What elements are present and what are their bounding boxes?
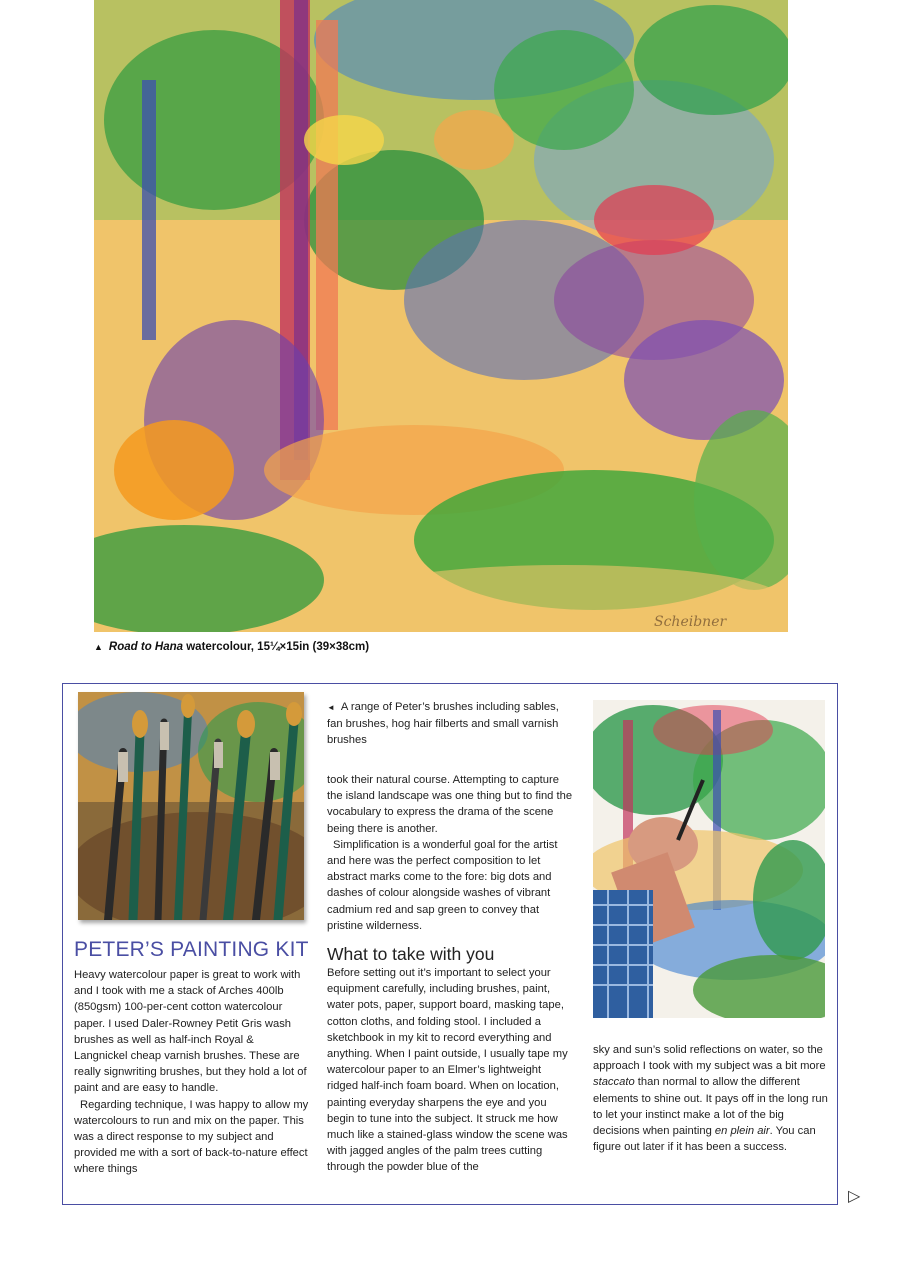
caption-triangle-icon: ▲ bbox=[94, 642, 103, 652]
body-paragraph: Simplification is a wonderful goal for the artist and here was the perfect composition to let abstract marks come to the fore: big dots and dashes of colour alongside washes of vibrant cadmium red and sap green to convey that pristine wilderness. bbox=[327, 838, 558, 932]
brushes-photo bbox=[78, 692, 304, 920]
artist-signature: Scheibner bbox=[654, 614, 727, 630]
watercolour-painting-image bbox=[94, 0, 788, 632]
hero-painting bbox=[94, 0, 788, 632]
kit-heading: PETER’S PAINTING KIT bbox=[74, 938, 309, 961]
what-to-take-heading: What to take with you bbox=[327, 944, 495, 964]
caption-left-triangle-icon: ◄ bbox=[327, 703, 335, 712]
painting-on-location-photo bbox=[593, 700, 825, 1018]
middle-column-bottom bbox=[327, 965, 575, 1176]
body-paragraph: took their natural course. Attempting to capture the island landscape was one thing but to find the vocabulary to express the drama of the scene being there is another. bbox=[327, 774, 573, 835]
kit-paragraph: Regarding technique, I was happy to allow my watercolours to run and mix on the paper. This was a direct response to my subject and provided me with a sort of back-to-nature effect where things bbox=[74, 1098, 309, 1176]
kit-column bbox=[74, 967, 310, 1178]
kit-paragraph: Heavy watercolour paper is great to work with and I took with me a stack of Arches 400lb (850gsm) 100-per-cent cotton watercolour paper. I used Daler-Rowney Petit Gris wash brushes as well as half-inch Royal & Langnickel cheap varnish brushes. These are really signwriting brushes, but they hold a lot of paint and are easy to handle. bbox=[74, 969, 307, 1095]
painting-details: watercolour, 15¼×15in (39×38cm) bbox=[183, 641, 370, 653]
next-page-arrow-icon[interactable]: ▷ bbox=[848, 1188, 861, 1205]
brushes-caption bbox=[327, 699, 563, 749]
brushes-caption-text: A range of Peter’s brushes including sables, fan brushes, hog hair filberts and small varnish brushes bbox=[327, 701, 559, 747]
right-column bbox=[593, 1042, 829, 1155]
painting-caption bbox=[94, 641, 369, 653]
body-paragraph: Before setting out it’s important to select your equipment carefully, including brushes, paint, water pots, paper, support board, masking tape, cotton cloths, and folding stool. I included a sketchbook in my kit to record everything and anything. When I paint outside, I usually tape my watercolour paper to an Elmer’s lightweight ridged half-inch foam board. When on location, painting everyday sharpens the eye and you begin to tune into the subject. It struck me how much like a stained-glass window the scene was with jagged angles of the palm trees cutting through the powder blue of the bbox=[327, 967, 568, 1174]
middle-column-top bbox=[327, 772, 573, 934]
body-paragraph: sky and sun’s solid reflections on water, so the approach I took with my subject was a bit more staccato than normal to allow the different elements to shine out. It pays off in the long run to let your instinct make a lot of the big decisions when painting en plein air. You can figure out later if it has been a success. bbox=[593, 1044, 828, 1154]
painting-title: Road to Hana bbox=[108, 641, 184, 653]
